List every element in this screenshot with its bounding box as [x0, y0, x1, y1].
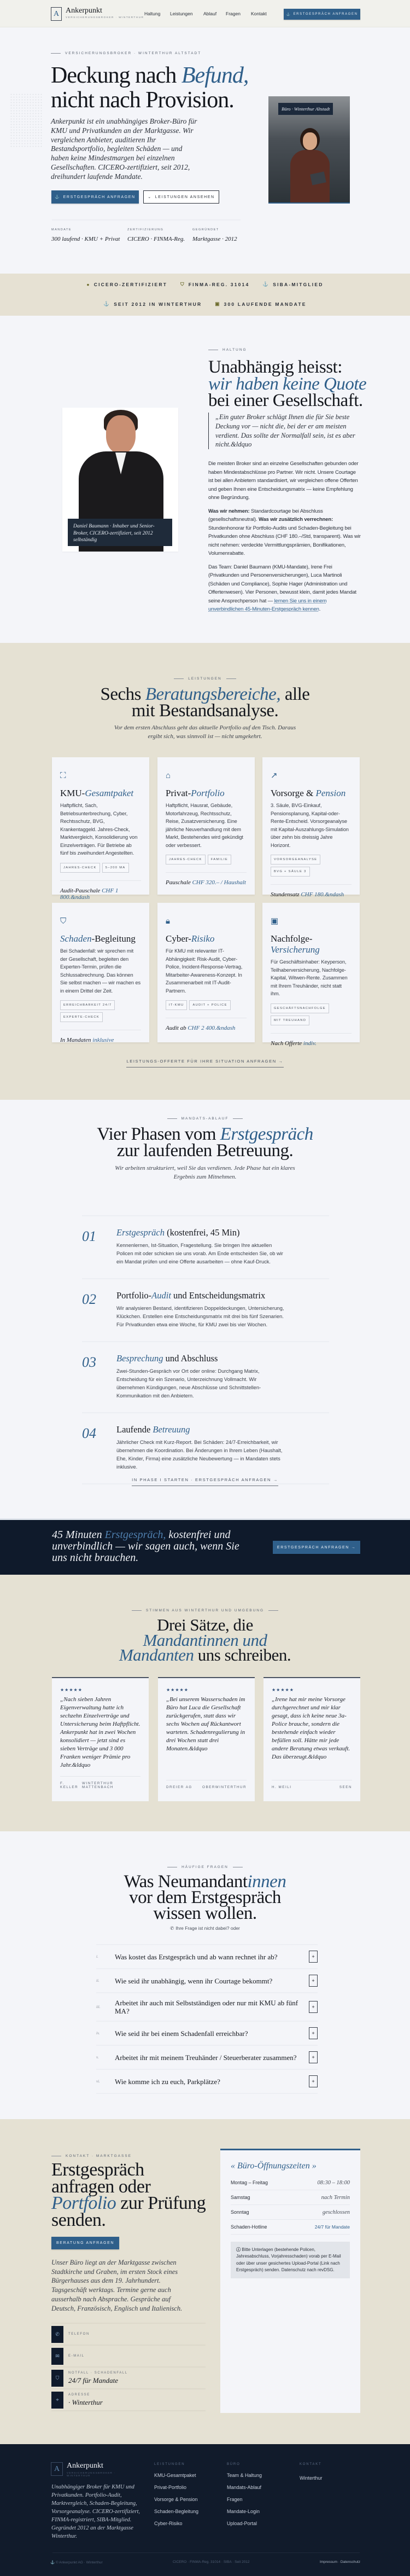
- service-description: Für KMU mit relevanter IT-Abhängigkeit: Risk-Audit, Cyber-Police, Incident-Response-Vertrag, Mitarbeiter-Awareness-Konzept. In Zusammenarbeit mit IT-Audit-Partnern.: [166, 948, 243, 994]
- plus-icon[interactable]: +: [309, 2051, 318, 2063]
- services-section: [0, 643, 410, 1100]
- contact-label: E-MAIL: [68, 2354, 85, 2358]
- footer-link[interactable]: Fragen: [227, 2497, 243, 2502]
- anchor-icon: ⚓: [55, 195, 61, 199]
- chart-icon: ↗: [271, 771, 278, 780]
- erstgespraech-link[interactable]: lernen Sie uns in einem unverbindlichen 45-Minuten-Erstgespräch kennen: [208, 597, 327, 612]
- star-rating: ★★★★★: [60, 1687, 83, 1692]
- plus-icon[interactable]: +: [309, 1951, 318, 1963]
- faq-number: ii.: [96, 1979, 99, 1983]
- contact-label: TELEFON: [68, 2333, 90, 2336]
- hero-secondary-label: LEISTUNGEN ANSEHEN: [155, 195, 215, 199]
- cta-band-text: 45 Minuten Erstgespräch, kostenfrei und unverbindlich — wir sagen auch, wenn Sie uns nicht brauchen.: [52, 1529, 239, 1564]
- tag: FAMILIE: [208, 855, 231, 865]
- face-shape: [303, 132, 317, 150]
- hours-row: [231, 2175, 350, 2190]
- footer-link[interactable]: Team & Haltung: [227, 2473, 262, 2478]
- testimonials-section: [0, 1575, 410, 1831]
- phase-list: [82, 1215, 329, 1484]
- phase-title: Portfolio-Audit und Entscheidungsmatrix: [116, 1290, 266, 1301]
- hours-time: 24/7 für Mandate: [314, 2224, 350, 2230]
- contact-row[interactable]: [51, 2388, 206, 2410]
- dot-pattern: [10, 93, 43, 148]
- footer-tagline: Unabhängiger Broker für KMU und Privatkunden. Portfolio-Audit, Marktvergleich, Schaden-Begleitung, Vorsorgeanalyse. CICERO-zertifiziert, FINMA-registriert, SIBA-Mitglied. Gegründet 2012 an der Marktgasse Winterthur.: [51, 2484, 140, 2539]
- divider: [52, 2552, 360, 2553]
- phase-item: [82, 1215, 329, 1278]
- ribbon-item: ⚓ SIBA-MITGLIED: [262, 281, 324, 287]
- service-description: Haftpflicht, Sach, Betriebsunterbrechung, Cyber, Rechtsschutz, BVG, Krankentaggeld. Jahres-Check, Marktvergleich, Konsolidierung von Einzelverträgen. Für Betriebe ab fünf bis zweihundert Angestellten.: [60, 803, 138, 856]
- brand-sub: VERSICHERUNGSBROKER · WINTERTHUR: [66, 16, 144, 19]
- testimonial-author: F. KELLER: [60, 1782, 79, 1789]
- tag: JAHRES-CHECK: [60, 863, 100, 873]
- testimonial-author: DREIER AG: [166, 1785, 192, 1789]
- testimonial-place: OBERWINTERTHUR: [202, 1785, 247, 1789]
- hero-photo: [268, 96, 350, 204]
- faq-question: Wie seid ihr unabhängig, wenn ihr Courtage bekommt?: [115, 1976, 273, 1985]
- hours-time: geschlossen: [322, 2209, 350, 2215]
- plus-icon[interactable]: +: [309, 1975, 318, 1987]
- stat-zertifizierung: ZERTIFIZIERUNG CICERO · FINMA-Reg.: [127, 228, 185, 242]
- footer-link[interactable]: Mandate-Login: [227, 2509, 260, 2514]
- process-section: [0, 1100, 410, 1518]
- service-card[interactable]: [157, 757, 255, 895]
- ribbon-item: ● CICERO-ZERTIFIZIERT: [86, 281, 168, 287]
- faq-eyebrow: HÄUFIGE FRAGEN: [0, 1865, 410, 1869]
- divider: [52, 219, 241, 221]
- faq-hint: ✆ Ihre Frage ist nicht dabei? oder: [170, 1925, 240, 1931]
- divider: [271, 1033, 352, 1034]
- phase-text: Jährlicher Check mit Kurz-Report. Bei Schäden: 24/7-Erreichbarkeit, wir übernehmen die Koordination. Bei Änderungen in Ihrem Leben (Haushalt, Ehe, Kinder, Firma) eine zusätzliche Neubewertung — in Mandaten stets inklusive.: [116, 1440, 283, 1470]
- briefcase-icon: ▣: [271, 916, 279, 926]
- copyright: ⚓ © Ankerpunkt AG · Winterthur: [50, 2561, 103, 2565]
- legal-links[interactable]: Impressum · Datenschutz: [319, 2560, 360, 2564]
- brand-name: Ankerpunkt: [66, 7, 102, 15]
- stat-gegruendet: GEGRÜNDET Marktgasse · 2012: [192, 228, 237, 242]
- services-cta-label: LEISTUNGS-OFFERTE FÜR IHRE SITUATION ANFRAGEN →: [126, 1059, 283, 1067]
- service-tags: [166, 855, 247, 865]
- service-title: Nachfolge-Versicherung: [271, 933, 320, 955]
- phase-number: 02: [82, 1291, 96, 1307]
- anchor-icon: ⚓: [50, 2561, 56, 2565]
- cta-band-button[interactable]: ERSTGESPRÄCH ANFRAGEN →: [273, 1541, 360, 1554]
- divider: [166, 872, 247, 873]
- phase-item: [82, 1412, 329, 1483]
- contact-section: [0, 2119, 410, 2444]
- tag: 5–200 MA: [102, 863, 129, 873]
- faq-item[interactable]: [96, 2069, 318, 2093]
- hours-table: [231, 2175, 350, 2235]
- service-price: Pauschale CHF 320.– / Haushalt: [166, 879, 246, 886]
- service-tags: [60, 1000, 141, 1022]
- service-title: Vorsorge & Pension: [271, 788, 346, 798]
- hours-day: Sonntag: [231, 2209, 249, 2215]
- ribbon-item: ▣ 300 LAUFENDE MANDATE: [215, 301, 307, 307]
- shield-icon: ⛉: [180, 281, 185, 287]
- contact-label: NOTFALL · SCHADENFALL: [68, 2371, 128, 2375]
- service-description: Für Geschäftsinhaber: Keyperson, Teilhaberversicherung, Nachfolge-Kapital, Witwen-Rente. Zusammen mit Ihrem Treuhänder, nicht statt ihm.: [271, 959, 348, 996]
- service-title: KMU-Gesamtpaket: [60, 788, 134, 798]
- tag: MIT TREUHAND: [271, 1016, 309, 1025]
- info-icon: ⓘ: [236, 2247, 242, 2252]
- nav-kontakt[interactable]: Kontakt: [251, 11, 267, 16]
- testimonial-attribution: [272, 1780, 352, 1789]
- hours-time: 08:30 – 18:00: [317, 2179, 350, 2186]
- phase-title: Erstgespräch (kostenfrei, 45 Min): [116, 1227, 240, 1238]
- footer-link[interactable]: Schaden-Begleitung: [154, 2509, 199, 2514]
- anchor-icon: ⚓: [262, 281, 270, 287]
- anchor-icon: ⚓: [286, 13, 291, 16]
- phone-icon: ✆: [170, 1925, 174, 1931]
- faq-item[interactable]: [96, 2045, 318, 2069]
- tag: GESCHÄFTSNACHFOLGE: [271, 1003, 329, 1013]
- about-paragraph: Die meisten Broker sind an einzelne Gesellschaften gebunden oder haben Mindestabschlüsse pro Partner. Wir nicht. Unsere Courtage ist bei allen Anbietern standardisiert, wir vergleichen offene Offerten und geben Ihnen eine Entscheidungsmatrix — keine Empfehlung ohne Begründung.: [208, 461, 359, 501]
- plus-icon[interactable]: +: [309, 2001, 318, 2013]
- phase-text: Zwei-Stunden-Gespräch vor Ort oder online: Durchgang Matrix, Entscheidung für ein Szenario, Unterzeichnung Vollmacht. Wir übernehmen Kündigungen, neue Abschlüsse und Schnittstellen-Kommunikation mit den Anbietern.: [116, 1368, 261, 1399]
- testimonial-card: [158, 1677, 255, 1801]
- badge-icon: ●: [86, 281, 91, 287]
- service-tags: [60, 863, 141, 873]
- ribbon-item: ⛉ FINMA-REG. 31014: [180, 281, 250, 287]
- faq-item[interactable]: [96, 1968, 318, 1992]
- about-quote: „Ein guter Broker schlägt Ihnen die für Sie beste Deckung vor — nicht die, bei der er am meisten verdient. Das sollte der Normalfall sein, ist es aber nicht.&ldquo: [208, 413, 359, 449]
- process-subtitle: Wir arbeiten strukturiert, weil Sie das verdienen. Jede Phase hat ein klares Ergebnis zum Mitnehmen.: [115, 1165, 295, 1180]
- team-photo: [62, 408, 178, 552]
- hours-day: Samstag: [231, 2195, 250, 2200]
- phase-text: Kennenlernen, Ist-Situation, Fragestellung. Sie bringen Ihre aktuellen Policen mit oder schicken sie uns vorab. Am Ende entscheiden Sie, ob wir ein Mandat prüfen und eine Offerte ausarbeiten — ohne Kauf-Druck.: [116, 1243, 283, 1264]
- testimonials-title: Drei Sätze, die Mandantinnen und Mandanten uns schreiben.: [119, 1615, 291, 1664]
- testimonial-author: H. MEILI: [272, 1785, 292, 1789]
- faq-number: iv.: [96, 2031, 100, 2035]
- plus-icon[interactable]: +: [309, 2075, 318, 2087]
- testimonial-attribution: [60, 1776, 140, 1789]
- shield-icon: ⛉: [51, 2370, 63, 2387]
- logo-mark: A: [51, 2462, 63, 2476]
- faq-list: [96, 1944, 318, 2094]
- photo-label: Büro · Winterthur Altstadt: [278, 103, 333, 115]
- phase-text: Wir analysieren Bestand, identifizieren Doppeldeckungen, Untersicherung, Klückchen. Erstellen eine Entscheidungsmatrix mit drei bis fünf Szenarien. Für Privatkunden etwa eine Woche, für KMU zwei bis vier Wochen.: [116, 1306, 284, 1327]
- service-price: In Mandaten inklusive: [60, 1037, 114, 1043]
- footer-link[interactable]: KMU-Gesamtpaket: [154, 2473, 196, 2478]
- footer-brand-sub: VERSICHERUNGSBROKER · WINTERTHUR: [67, 2471, 116, 2477]
- faq-number: v.: [96, 2055, 99, 2059]
- logo[interactable]: [51, 7, 144, 21]
- faq-question: Arbeitet ihr mit meinem Treuhänder / Steuerberater zusammen?: [115, 2053, 297, 2062]
- service-description: Bei Schadenfall: wir sprechen mit der Gesellschaft, begleiten den Experten-Termin, prüfen die Schlussabrechnung. Das können Sie selbst machen — wir machen es in einem Drittel der Zeit.: [60, 948, 141, 994]
- hours-day: Schaden-Hotline: [231, 2224, 267, 2230]
- about-paragraph: Das Team: Daniel Baumann (KMU-Mandate), Irene Frei (Privatkunden und Personenversicherungen), Luca Martinoli (Schäden und Compliance), Sophie Hager (Administration und Offertenwesen). Vier Personen, bewusst klein, damit jedes Mandat seine Ansprechperson hat — lernen Sie uns in einem unverbindlichen 45-Minuten-Erstgespräch kennen.: [208, 564, 356, 612]
- ribbon-item: ⚓ SEIT 2012 IN WINTERTHUR: [103, 301, 202, 307]
- testimonial-quote: „Nach sieben Jahren Eigenverwaltung hatte ich sechzehn Einzelverträge und Untersicherung beim Haftpflicht. Ankerpunkt hat in zwei Wochen konsolidiert — jetzt sind es sieben Verträge und 3 000 Franken weniger Prämie pro Jahr.&ldquo: [60, 1696, 140, 1768]
- hero-primary-label: ERSTGESPRÄCH ANFRAGEN: [63, 195, 136, 199]
- hours-row: [231, 2190, 350, 2205]
- testimonial-quote: „Bei unserem Wasserschaden im Büro hat Luca die Gesellschaft zurückgerufen, statt dass wir sechs Wochen auf Rückantwort warteten. Schadenregulierung in drei Wochen statt drei Monaten.&ldquo: [166, 1696, 245, 1752]
- footer-link[interactable]: Privat-Portfolio: [154, 2485, 187, 2490]
- home-icon: ⌂: [166, 771, 171, 780]
- hero-section: [0, 27, 410, 274]
- tag: EXPERTE-CHECK: [60, 1012, 103, 1022]
- nav-fragen[interactable]: Fragen: [226, 11, 241, 16]
- phase-item: [82, 1278, 329, 1341]
- faq-question: Arbeitet ihr auch mit Selbstständigen oder nur mit KMU ab fünf MA?: [115, 1999, 298, 2015]
- testimonial-place: WINTERTHUR MATTENBACH: [82, 1782, 114, 1789]
- service-card[interactable]: [262, 757, 360, 898]
- about-paragraph: Was wir nehmen: Standardcourtage bei Abschluss (gesellschaftsneutral). Was wir zusätzlich verrechnen: Stundenhonorar für Portfolio-Audits und Schaden-Begleitung bei Privatkunden ohne Abschluss (CHF 180.–/Std, transparent). Was wir nicht nehmen: verdeckte Vermittlungsprämien, Bonifikationen, Volumenrabatte.: [208, 508, 361, 556]
- faq-question: Wie komme ich zu euch, Parkplätze?: [115, 2077, 220, 2086]
- faq-item[interactable]: [96, 1944, 318, 1968]
- service-price: Audit-Pauschale CHF 1 800.&ndash: [60, 887, 119, 901]
- contact-row[interactable]: [51, 2366, 206, 2388]
- about-section: [0, 316, 410, 643]
- testimonials-eyebrow: STIMMEN AUS WINTERTHUR UND UMGEBUNG: [0, 1609, 410, 1612]
- anchor-icon: ⚓: [103, 301, 111, 306]
- hours-row: [231, 2220, 350, 2235]
- service-tags: [271, 1003, 352, 1025]
- hours-row: [231, 2205, 350, 2220]
- hours-time: nach Termin: [321, 2194, 350, 2201]
- service-card[interactable]: [52, 903, 149, 1042]
- services-cta-link[interactable]: [0, 1059, 410, 1067]
- faq-number: iii.: [96, 2005, 101, 2009]
- footer-brand: Ankerpunkt: [67, 2462, 103, 2470]
- service-card[interactable]: [52, 757, 149, 901]
- services-subtitle: Vor dem ersten Abschluss geht das aktuelle Portfolio auf den Tisch. Daraus ergibt sich, was sinnvoll ist — nicht umgekehrt.: [114, 724, 296, 740]
- tag: VORSORGEANALYSE: [271, 855, 320, 865]
- nav-ablauf[interactable]: Ablauf: [203, 11, 217, 16]
- phase-item: [82, 1341, 329, 1412]
- mail-icon: ✉: [51, 2348, 63, 2365]
- hero-stats: [51, 228, 237, 242]
- site-footer: [0, 2444, 410, 2576]
- service-description: Haftpflicht, Hausrat, Gebäude, Motorfahrzeug, Rechtsschutz, Reise, Zusatzversicherung. Eine jährliche Neuverhandlung mit dem Markt, Bestehendes wird gekündigt oder verbessert.: [166, 803, 243, 848]
- services-title: Sechs Beratungsbereiche, alle mit Bestandsanalyse.: [100, 684, 310, 721]
- faq-question: Was kostet das Erstgespräch und ab wann rechnet ihr ab?: [115, 1952, 278, 1961]
- contact-eyebrow: KONTAKT · MARKTGASSE: [51, 2154, 132, 2158]
- process-cta-link[interactable]: [0, 1477, 410, 1486]
- phase-number: 01: [82, 1228, 96, 1244]
- footer-bottom: [50, 2560, 360, 2565]
- upload-note: ⓘ Bitte Unterlagen (bestehende Policen, Jahresabschluss, Vorjahresschaden) vorab per E-Mail oder über unser gesichertes Upload-Portal (Link nach Erstgespräch) senden. Datenschutz nach revDSG.: [231, 2242, 350, 2278]
- star-rating: ★★★★★: [166, 1687, 189, 1692]
- tag: BVG + SÄULE 3: [271, 867, 310, 877]
- hero-primary-button[interactable]: [51, 190, 139, 204]
- service-title: Privat-Portfolio: [166, 788, 225, 798]
- chevron-down-icon: ⌄: [148, 195, 152, 199]
- plus-icon[interactable]: +: [309, 2027, 318, 2039]
- process-title: Vier Phasen vom Erstgespräch zur laufenden Betreuung.: [97, 1124, 313, 1161]
- service-price: Nach Offerte indiv.: [271, 1040, 317, 1047]
- footer-column-heading: BÜRO: [227, 2463, 241, 2466]
- service-title: Cyber-Risiko: [166, 933, 215, 944]
- contact-value: 24/7 für Mandate: [68, 2376, 118, 2384]
- service-tags: [166, 1000, 247, 1010]
- contact-label: ADRESSE: [68, 2393, 90, 2397]
- service-price: Audit ab CHF 2 400.&ndash: [166, 1025, 236, 1031]
- faq-number: vi.: [96, 2079, 100, 2084]
- process-eyebrow: MANDATS-ABLAUF: [0, 1117, 410, 1121]
- about-title: Unabhängig heisst: wir haben keine Quote bei einer Gesellschaft.: [208, 357, 367, 410]
- footer-column: [154, 2463, 198, 2526]
- footer-column: [227, 2463, 262, 2526]
- faq-item[interactable]: [96, 1992, 318, 2021]
- contact-text: Unser Büro liegt an der Marktgasse zwischen Stadtkirche und Graben, im ersten Stock eines Bürgerhauses aus dem 19. Jahrhundert. Tagsgeschäft werktags. Termine gerne auch ausserhalb nach Absprache. Gespräche auf Deutsch, Französisch, Englisch und Italienisch.: [51, 2259, 183, 2312]
- footer-link[interactable]: Mandats-Ablauf: [227, 2485, 262, 2490]
- contact-details: [51, 2323, 206, 2411]
- header-cta-button[interactable]: [284, 9, 360, 20]
- contact-row[interactable]: [51, 2323, 206, 2345]
- cta-band: [0, 1518, 410, 1575]
- services-eyebrow: LEISTUNGEN: [0, 677, 410, 681]
- service-tags: [271, 855, 352, 877]
- phase-title: Besprechung und Abschluss: [116, 1353, 218, 1364]
- tag: ERREICHBARKEIT 24/7: [60, 1000, 115, 1010]
- service-description: 3. Säule, BVG-Einkauf, Pensionsplanung, Kapital-oder-Rente-Entscheid. Vorsorgeanalyse mit Kapital-Auszahlungs-Simulation über zehn bis dreissig Jahre Horizont.: [271, 803, 349, 848]
- testimonial-card: [263, 1677, 360, 1801]
- phone-icon: ✆: [51, 2326, 63, 2343]
- about-eyebrow: HALTUNG: [208, 348, 247, 352]
- tag: IT-KMU: [166, 1000, 187, 1010]
- contact-row[interactable]: [51, 2345, 206, 2366]
- divider: [271, 884, 352, 885]
- faq-section: [0, 1831, 410, 2119]
- header-cta-label: ERSTGESPRÄCH ANFRAGEN: [293, 13, 358, 16]
- certifications: CICERO · FINMA-Reg. 31014 · SIBA · Seit 2012: [173, 2560, 250, 2564]
- contact-value: · Winterthur: [68, 2398, 103, 2406]
- footer-link[interactable]: Winterthur: [300, 2475, 323, 2481]
- pin-icon: ⌖: [51, 2392, 63, 2409]
- divider: [60, 880, 141, 881]
- lock-icon: 🔒︎: [166, 916, 170, 926]
- faq-title: Was Neumandantinnen vor dem Erstgespräch wissen wollen.: [124, 1872, 286, 1923]
- nav-haltung[interactable]: Haltung: [144, 11, 161, 16]
- phase-number: 03: [82, 1354, 96, 1370]
- hours-title: « Büro-Öffnungszeiten »: [231, 2161, 317, 2171]
- hero-secondary-button[interactable]: [143, 190, 219, 204]
- footer-column-heading: KONTAKT: [300, 2463, 322, 2466]
- testimonial-card: [52, 1677, 149, 1801]
- contact-title: Erstgespräch anfragen oder Portfolio zur Prüfung senden.: [51, 2160, 206, 2231]
- hero-title: Deckung nach Befund, nicht nach Provision.: [51, 63, 249, 113]
- testimonial-place: SEEN: [339, 1785, 352, 1789]
- hero-lead: Ankerpunkt ist ein unabhängiges Broker-Büro für KMU und Privatkunden an der Marktgasse. Wir vergleichen Anbieter, auditieren Ihr Bestandsportfolio, begleiten Schäden — und haben keine Mindestmargen bei einzelnen Gesellschaften. CICERO-zertifiziert, seit 2012, dreihundert laufende Mandate.: [51, 117, 197, 181]
- about-body: [208, 460, 361, 619]
- footer-logo[interactable]: [51, 2462, 119, 2477]
- faq-question: Wie seid ihr bei einem Schadenfall erreichbar?: [115, 2029, 248, 2038]
- sitemap-icon: ⛶: [60, 771, 66, 780]
- face-shape: [106, 415, 136, 454]
- logo-mark: A: [51, 7, 62, 21]
- hours-day: Montag – Freitag: [231, 2180, 268, 2185]
- photo-caption: Daniel Baumann · Inhaber und Senior-Broker, CICERO-zertifiziert, seit 2012 selbständig: [68, 519, 172, 546]
- faq-item[interactable]: [96, 2021, 318, 2045]
- process-cta-label: IN PHASE I STARTEN · ERSTGESPRÄCH ANFRAGEN →: [132, 1477, 278, 1486]
- nav-leistungen[interactable]: Leistungen: [170, 11, 193, 16]
- faq-number: i.: [96, 1954, 98, 1959]
- briefcase-icon: ▣: [215, 301, 221, 306]
- service-price: Stundensatz CHF 180.&ndash: [271, 891, 344, 898]
- service-card[interactable]: [157, 903, 255, 1042]
- contact-button[interactable]: BERATUNG ANFRAGEN: [51, 2237, 119, 2249]
- footer-column-heading: LEISTUNGEN: [154, 2463, 185, 2466]
- testimonial-quote: „Irene hat mir meine Vorsorge durchgerechnet und mir klar gesagt, dass ich keine neue 3a-Police brauche, sondern die bestehende einfach wieder befüllen soll. Hätte mir jede andere Beratung etwas verkauft. Das überzeugt.&ldquo: [272, 1696, 350, 1760]
- footer-column: [300, 2463, 323, 2481]
- tag: AUDIT + POLICE: [189, 1000, 230, 1010]
- service-title: Schaden-Begleitung: [60, 933, 136, 944]
- footer-link[interactable]: Cyber-Risiko: [154, 2521, 183, 2526]
- footer-link[interactable]: Upload-Portal: [227, 2521, 257, 2526]
- phase-number: 04: [82, 1425, 96, 1441]
- site-header: [0, 0, 410, 27]
- footer-link[interactable]: Vorsorge & Pension: [154, 2497, 198, 2502]
- stat-mandate: MANDATE 300 laufend · KMU + Privat: [51, 228, 120, 242]
- tag: JAHRES-CHECK: [166, 855, 206, 865]
- hero-eyebrow: VERSICHERUNGSBROKER · WINTERTHUR ALTSTADT: [51, 51, 201, 55]
- testimonial-attribution: [166, 1780, 247, 1789]
- star-rating: ★★★★★: [272, 1687, 294, 1692]
- hours-card: [220, 2149, 360, 2413]
- service-card[interactable]: [262, 903, 360, 1047]
- shield-icon: ⛉: [60, 916, 67, 926]
- trust-ribbon: [0, 274, 410, 316]
- phase-title: Laufende Betreuung: [116, 1424, 190, 1435]
